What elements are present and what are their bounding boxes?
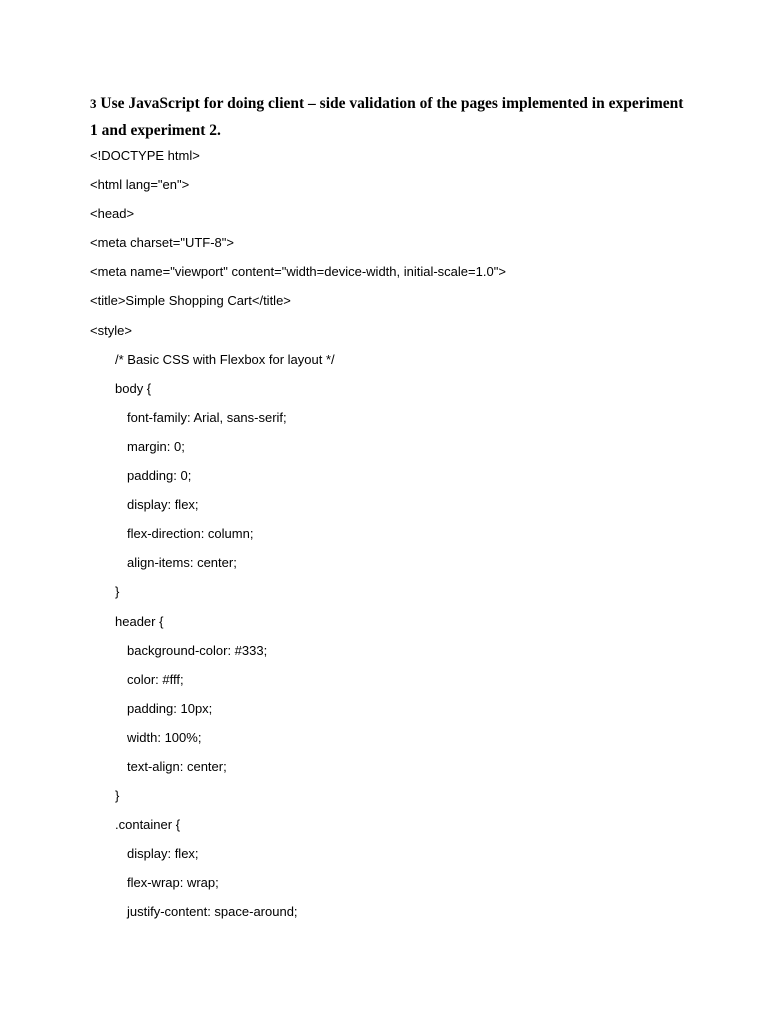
code-line: padding: 10px; bbox=[127, 700, 213, 716]
code-line: display: flex; bbox=[127, 846, 199, 862]
code-line: <title>Simple Shopping Cart</title> bbox=[90, 293, 291, 309]
code-line: header { bbox=[115, 613, 164, 629]
code-line: flex-direction: column; bbox=[127, 526, 254, 542]
question-number: 3 bbox=[90, 96, 97, 111]
code-line: <!DOCTYPE html> bbox=[90, 148, 200, 163]
code-line: <head> bbox=[90, 206, 135, 222]
code-line: } bbox=[115, 788, 120, 804]
code-line: text-align: center; bbox=[127, 758, 227, 774]
code-line: color: #fff; bbox=[127, 671, 184, 687]
code-line: padding: 0; bbox=[127, 468, 192, 484]
code-line: <style> bbox=[90, 322, 132, 338]
code-line: body { bbox=[115, 380, 152, 396]
code-line: width: 100%; bbox=[127, 729, 202, 745]
code-line: <html lang="en"> bbox=[90, 177, 190, 193]
code-line: background-color: #333; bbox=[127, 642, 268, 658]
code-line: font-family: Arial, sans-serif; bbox=[127, 409, 287, 425]
code-listing bbox=[90, 141, 730, 927]
code-line: /* Basic CSS with Flexbox for layout */ bbox=[115, 351, 335, 367]
code-line: align-items: center; bbox=[127, 555, 237, 571]
code-line: } bbox=[115, 584, 120, 600]
code-line: <meta name="viewport" content="width=device-width, initial-scale=1.0"> bbox=[90, 264, 506, 280]
question-text: Use JavaScript for doing client – side validation of the pages implemented in experiment 1 and experiment 2. bbox=[90, 95, 684, 139]
code-line: .container { bbox=[115, 817, 181, 833]
code-line: justify-content: space-around; bbox=[127, 904, 298, 920]
code-line: <meta charset="UTF-8"> bbox=[90, 235, 234, 251]
question-heading bbox=[90, 90, 690, 144]
code-line: display: flex; bbox=[127, 497, 199, 513]
code-line: margin: 0; bbox=[127, 438, 185, 454]
code-line: flex-wrap: wrap; bbox=[127, 875, 219, 891]
